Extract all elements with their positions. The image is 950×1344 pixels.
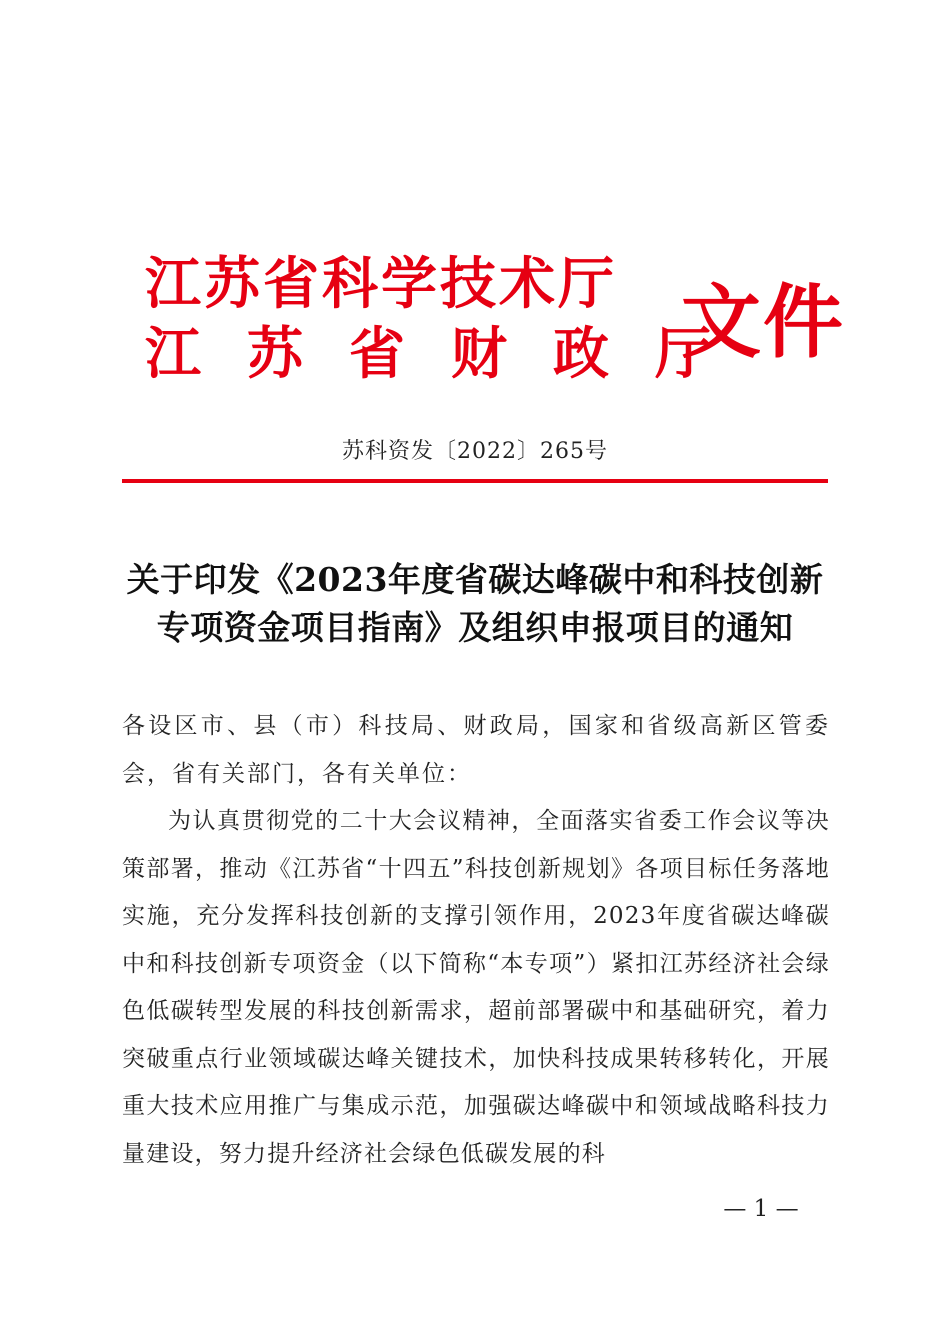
- issuer-line-2: 江苏省财政厅: [145, 321, 757, 387]
- salutation: 各设区市、县（市）科技局、财政局，国家和省级高新区管委会，省有关部门，各有关单位：: [122, 713, 830, 787]
- document-body: [122, 703, 830, 1178]
- red-divider-line: [122, 479, 828, 483]
- title-line-2: 专项资金项目指南》及组织申报项目的通知: [156, 608, 794, 647]
- document-title: [0, 556, 950, 652]
- body-paragraph: 为认真贯彻党的二十大会议精神，全面落实省委工作会议等决策部署，推动《江苏省“十四五”科技创新规划》各项目标任务落地实施，充分发挥科技创新的支撑引领作用，2023年度省碳达峰碳中和科技创新专项资金（以下简称“本专项”）紧扣江苏经济社会绿色低碳转型发展的科技创新需求，超前部署碳中和基础研究，着力突破重点行业领域碳达峰关键技术，加快科技成果转移转化，开展重大技术应用推广与集成示范，加强碳达峰碳中和领域战略科技力量建设，努力提升经济社会绿色低碳发展的科: [122, 808, 830, 1167]
- document-number: 苏科资发〔2022〕265号: [342, 439, 608, 464]
- title-line-1: 关于印发《2023年度省碳达峰碳中和科技创新: [126, 560, 824, 599]
- page-number-text: — 1 —: [723, 1196, 799, 1222]
- issuer-line-1: 江苏省科学技术厅: [145, 251, 617, 317]
- document-header: [145, 251, 845, 397]
- document-type: 文件: [681, 275, 845, 369]
- page-number: [0, 1194, 950, 1224]
